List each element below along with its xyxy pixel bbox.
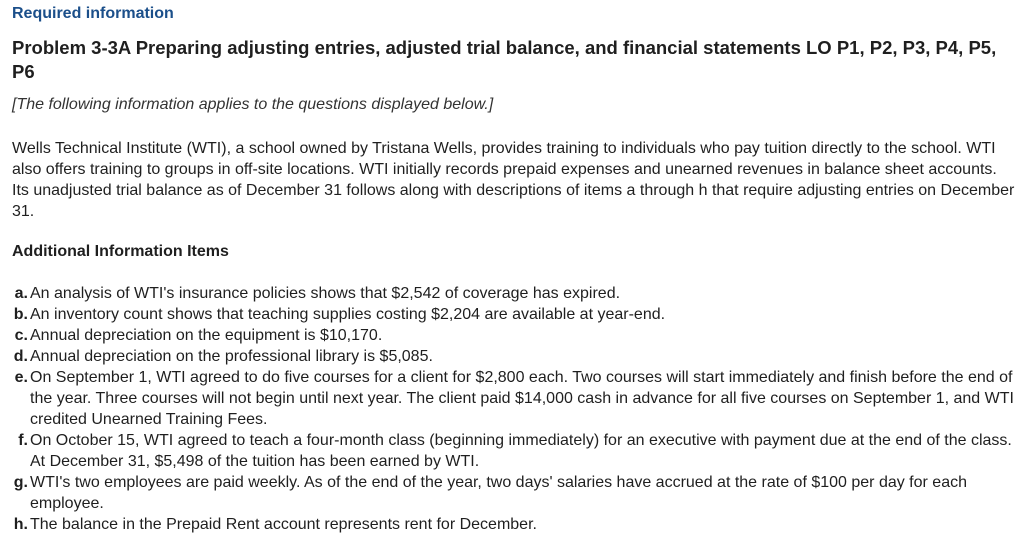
additional-info-heading: Additional Information Items [12,243,229,260]
item-letter: a. [14,285,28,302]
list-item [10,304,1014,325]
list-item [10,367,1014,430]
list-item [10,430,1014,472]
item-letter: g. [13,474,28,491]
item-text: Annual depreciation on the professional library is $5,085. [30,348,433,365]
item-letter: f. [18,432,28,449]
list-item [10,325,1014,346]
list-item [10,514,1014,535]
list-item [10,472,1014,514]
required-info-heading: Required information [12,5,174,22]
item-letter: d. [13,348,28,365]
item-text: The balance in the Prepaid Rent account represents rent for December. [30,516,537,533]
applies-note: [The following information applies to the questions displayed below.] [12,96,494,113]
item-text: An inventory count shows that teaching supplies costing $2,204 are available at year-end. [30,306,666,323]
list-item [10,283,1014,304]
item-letter: h. [13,516,28,533]
item-text: WTI's two employees are paid weekly. As of the end of the year, two days' salaries have accrued at the rate of $100 per day for each employee. [30,474,967,512]
additional-info-list [10,283,1014,535]
list-item [10,346,1014,367]
item-letter: b. [13,306,28,323]
problem-title: Problem 3-3A Preparing adjusting entries, adjusted trial balance, and financial statements LO P1, P2, P3, P4, P5, P6 [12,37,997,82]
item-text: On September 1, WTI agreed to do five courses for a client for $2,800 each. Two courses will start immediately and finish before the end of the year. Three courses will not begin until next year. The client paid $14,000 cash in advance for all five courses on September 1, and WTI credited Unearned Training Fees. [30,369,1014,428]
item-text: Annual depreciation on the equipment is $10,170. [30,327,383,344]
item-text: On October 15, WTI agreed to teach a four-month class (beginning immediately) for an executive with payment due at the end of the class. At December 31, $5,498 of the tuition has been earned by WTI. [30,432,1012,470]
item-letter: e. [14,369,28,386]
item-text: An analysis of WTI's insurance policies shows that $2,542 of coverage has expired. [30,285,621,302]
intro-paragraph: Wells Technical Institute (WTI), a school owned by Tristana Wells, provides training to individuals who pay tuition directly to the school. WTI also offers training to groups in off-site locations. WTI initially records prepaid expenses and unearned revenues in balance sheet accounts. Its unadjusted trial balance as of December 31 follows along with descriptions of items a through h that require adjusting entries on December 31. [12,140,1015,220]
item-letter: c. [14,327,28,344]
